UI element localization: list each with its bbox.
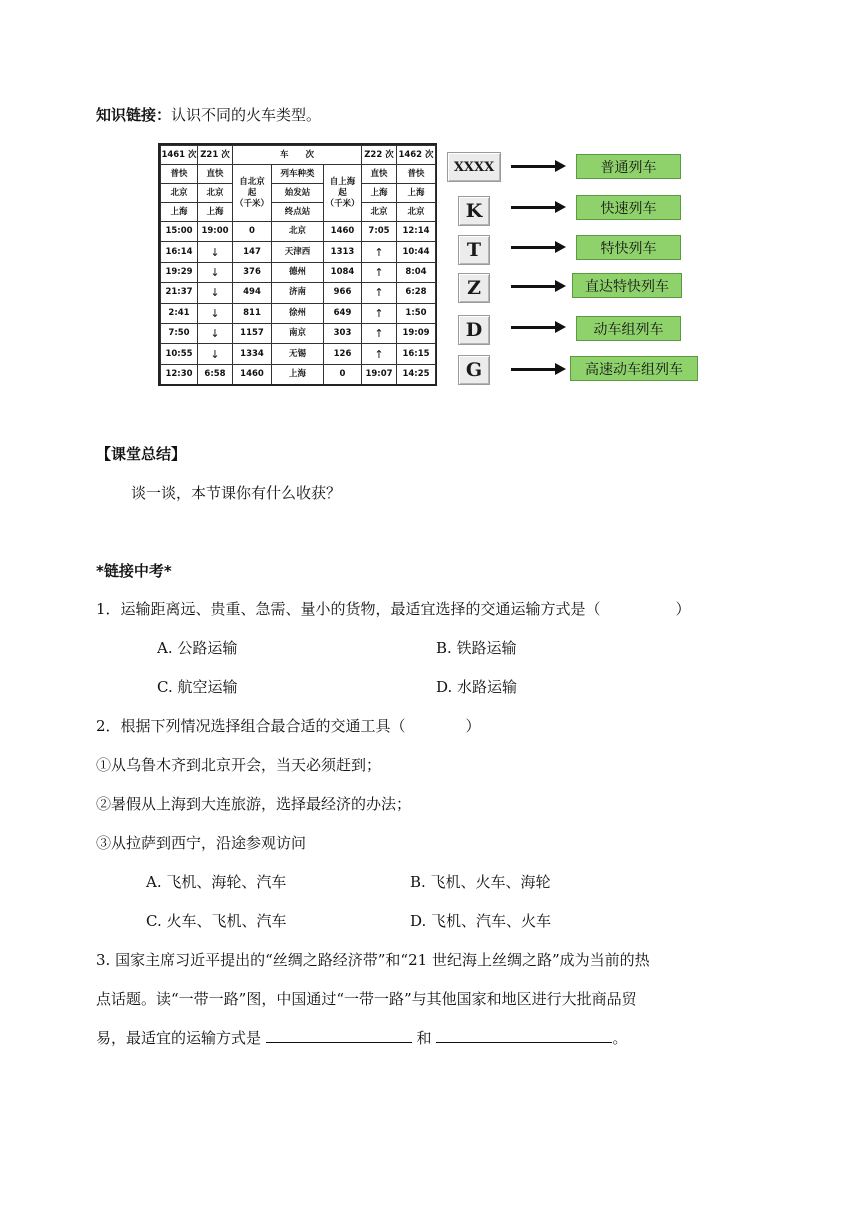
time-cell: 21:37 bbox=[161, 283, 198, 303]
type-cell: 列车种类 bbox=[272, 165, 324, 184]
question-1-option-d: D. 水路运输 bbox=[436, 678, 518, 696]
station-cell: 北京 bbox=[272, 222, 324, 242]
station-cell: 济南 bbox=[272, 283, 324, 303]
train-code-d: D bbox=[458, 315, 490, 345]
question-2-scenario-1: ①从乌鲁木齐到北京开会，当天必须赶到； bbox=[96, 756, 382, 774]
from-beijing-header-line: 起 bbox=[247, 187, 257, 198]
origin-cell: 始发站 bbox=[272, 184, 324, 203]
from-beijing-header bbox=[233, 165, 272, 222]
arrow-right-icon bbox=[511, 165, 557, 168]
question-3-line-3-prefix: 易，最适宜的运输方式是 bbox=[96, 1029, 266, 1047]
summary-title: 【课堂总结】 bbox=[96, 445, 187, 463]
time-cell: 8:04 bbox=[397, 262, 436, 282]
train-type-express: 快速列车 bbox=[576, 195, 681, 220]
header-1462: 1462 次 bbox=[397, 146, 436, 165]
distance-cell: 1460 bbox=[233, 364, 272, 384]
time-cell: 10:55 bbox=[161, 344, 198, 364]
distance-cell: 1084 bbox=[324, 262, 362, 282]
distance-cell: 811 bbox=[233, 303, 272, 323]
question-2-scenario-3: ③从拉萨到西宁，沿途参观访问 bbox=[96, 834, 307, 852]
arrow-right-icon bbox=[511, 206, 557, 209]
destination-cell: 上海 bbox=[198, 203, 233, 222]
timetable-row bbox=[161, 262, 436, 282]
down-arrow-icon: ↓ bbox=[198, 344, 233, 364]
distance-cell: 494 bbox=[233, 283, 272, 303]
header-1461: 1461 次 bbox=[161, 146, 198, 165]
train-type-special-express: 特快列车 bbox=[576, 235, 681, 260]
distance-cell: 0 bbox=[324, 364, 362, 384]
timetable-row bbox=[161, 242, 436, 262]
summary-text: 谈一谈，本节课你有什么收获？ bbox=[131, 484, 342, 502]
distance-cell: 1157 bbox=[233, 324, 272, 344]
train-type-high-speed: 高速动车组列车 bbox=[570, 356, 698, 381]
from-shanghai-header bbox=[324, 165, 362, 222]
distance-cell: 147 bbox=[233, 242, 272, 262]
up-arrow-icon: ↑ bbox=[362, 283, 397, 303]
knowledge-link-label: 知识链接： bbox=[96, 106, 172, 124]
destination-cell: 北京 bbox=[397, 203, 436, 222]
question-1-option-a: A. 公路运输 bbox=[157, 639, 238, 657]
down-arrow-icon: ↓ bbox=[198, 242, 233, 262]
station-cell: 天津西 bbox=[272, 242, 324, 262]
time-cell: 10:44 bbox=[397, 242, 436, 262]
down-arrow-icon: ↓ bbox=[198, 262, 233, 282]
header-z21: Z21 次 bbox=[198, 146, 233, 165]
time-cell: 14:25 bbox=[397, 364, 436, 384]
distance-cell: 1313 bbox=[324, 242, 362, 262]
time-cell: 19:29 bbox=[161, 262, 198, 282]
from-beijing-header-line: （千米） bbox=[234, 198, 269, 209]
timetable-row bbox=[161, 344, 436, 364]
time-cell: 1:50 bbox=[397, 303, 436, 323]
time-cell: 7:50 bbox=[161, 324, 198, 344]
question-3-line-3-mid: 和 bbox=[411, 1029, 437, 1047]
question-3-line-1: 3. 国家主席习近平提出的“丝绸之路经济带”和“21 世纪海上丝绸之路”成为当前的热 bbox=[96, 951, 650, 969]
up-arrow-icon: ↑ bbox=[362, 324, 397, 344]
station-cell: 无锡 bbox=[272, 344, 324, 364]
header-train-number: 车 次 bbox=[233, 146, 362, 165]
exam-section-title: *链接中考* bbox=[96, 562, 172, 580]
time-cell: 19:00 bbox=[198, 222, 233, 242]
arrow-right-icon bbox=[511, 285, 557, 288]
train-type-emu: 动车组列车 bbox=[576, 316, 681, 341]
arrow-right-icon bbox=[511, 326, 557, 329]
time-cell: 2:41 bbox=[161, 303, 198, 323]
question-2-option-b: B. 飞机、火车、海轮 bbox=[410, 873, 551, 891]
distance-cell: 1334 bbox=[233, 344, 272, 364]
time-cell: 7:05 bbox=[362, 222, 397, 242]
arrow-right-icon bbox=[511, 368, 557, 371]
type-cell: 直快 bbox=[362, 165, 397, 184]
distance-cell: 1460 bbox=[324, 222, 362, 242]
destination-cell: 终点站 bbox=[272, 203, 324, 222]
timetable-row bbox=[161, 222, 436, 242]
train-type-ordinary: 普通列车 bbox=[576, 154, 681, 179]
time-cell: 12:14 bbox=[397, 222, 436, 242]
time-cell: 12:30 bbox=[161, 364, 198, 384]
time-cell: 16:14 bbox=[161, 242, 198, 262]
down-arrow-icon: ↓ bbox=[198, 303, 233, 323]
from-shanghai-header-line: （千米） bbox=[325, 198, 360, 209]
knowledge-link bbox=[96, 104, 321, 125]
train-code-t: T bbox=[458, 235, 490, 265]
train-timetable bbox=[158, 143, 437, 386]
answer-blank-1[interactable] bbox=[266, 1028, 412, 1043]
station-cell: 上海 bbox=[272, 364, 324, 384]
time-cell: 6:28 bbox=[397, 283, 436, 303]
origin-cell: 上海 bbox=[397, 184, 436, 203]
timetable-row bbox=[161, 303, 436, 323]
train-code-z: Z bbox=[458, 273, 490, 303]
type-cell: 普快 bbox=[397, 165, 436, 184]
origin-cell: 北京 bbox=[161, 184, 198, 203]
up-arrow-icon: ↑ bbox=[362, 242, 397, 262]
question-3-line-3-end: 。 bbox=[612, 1029, 628, 1047]
arrow-right-icon bbox=[511, 246, 557, 249]
train-code-k: K bbox=[458, 196, 490, 226]
distance-cell: 376 bbox=[233, 262, 272, 282]
question-1-option-b: B. 铁路运输 bbox=[436, 639, 517, 657]
knowledge-link-text: 认识不同的火车类型。 bbox=[171, 106, 322, 124]
distance-cell: 649 bbox=[324, 303, 362, 323]
question-1-option-c: C. 航空运输 bbox=[157, 678, 238, 696]
up-arrow-icon: ↑ bbox=[362, 303, 397, 323]
up-arrow-icon: ↑ bbox=[362, 344, 397, 364]
station-cell: 德州 bbox=[272, 262, 324, 282]
question-2-scenario-2: ②暑假从上海到大连旅游，选择最经济的办法； bbox=[96, 795, 412, 813]
time-cell: 16:15 bbox=[397, 344, 436, 364]
destination-cell: 上海 bbox=[161, 203, 198, 222]
timetable-row bbox=[161, 283, 436, 303]
from-beijing-header-line: 自北京 bbox=[239, 176, 265, 187]
train-type-direct-express: 直达特快列车 bbox=[572, 273, 682, 298]
origin-cell: 北京 bbox=[198, 184, 233, 203]
from-shanghai-header-line: 自上海 bbox=[329, 176, 356, 187]
distance-cell: 126 bbox=[324, 344, 362, 364]
timetable-row bbox=[161, 324, 436, 344]
question-1-stem: 1．运输距离远、贵重、急需、量小的货物，最适宜选择的交通运输方式是（ ） bbox=[96, 600, 691, 618]
down-arrow-icon: ↓ bbox=[198, 283, 233, 303]
question-3-line-2: 点话题。读“一带一路”图，中国通过“一带一路”与其他国家和地区进行大批商品贸 bbox=[96, 990, 637, 1008]
destination-cell: 北京 bbox=[362, 203, 397, 222]
station-cell: 南京 bbox=[272, 324, 324, 344]
header-z22: Z22 次 bbox=[362, 146, 397, 165]
type-cell: 普快 bbox=[161, 165, 198, 184]
station-cell: 徐州 bbox=[272, 303, 324, 323]
from-shanghai-header-line: 起 bbox=[338, 187, 347, 198]
train-code-g: G bbox=[458, 355, 490, 385]
time-cell: 15:00 bbox=[161, 222, 198, 242]
question-2-stem: 2．根据下列情况选择组合最合适的交通工具（ ） bbox=[96, 717, 481, 735]
time-cell: 19:07 bbox=[362, 364, 397, 384]
question-2-option-a: A. 飞机、海轮、汽车 bbox=[146, 873, 287, 891]
down-arrow-icon: ↓ bbox=[198, 324, 233, 344]
question-3-line-3 bbox=[96, 1027, 627, 1048]
distance-cell: 0 bbox=[233, 222, 272, 242]
time-cell: 19:09 bbox=[397, 324, 436, 344]
question-2-option-c: C. 火车、飞机、汽车 bbox=[146, 912, 287, 930]
distance-cell: 966 bbox=[324, 283, 362, 303]
origin-cell: 上海 bbox=[362, 184, 397, 203]
up-arrow-icon: ↑ bbox=[362, 262, 397, 282]
time-cell: 6:58 bbox=[198, 364, 233, 384]
train-code-xxxx: XXXX bbox=[447, 152, 501, 182]
distance-cell: 303 bbox=[324, 324, 362, 344]
type-cell: 直快 bbox=[198, 165, 233, 184]
question-2-option-d: D. 飞机、汽车、火车 bbox=[410, 912, 552, 930]
timetable-row bbox=[161, 364, 436, 384]
answer-blank-2[interactable] bbox=[436, 1028, 612, 1043]
